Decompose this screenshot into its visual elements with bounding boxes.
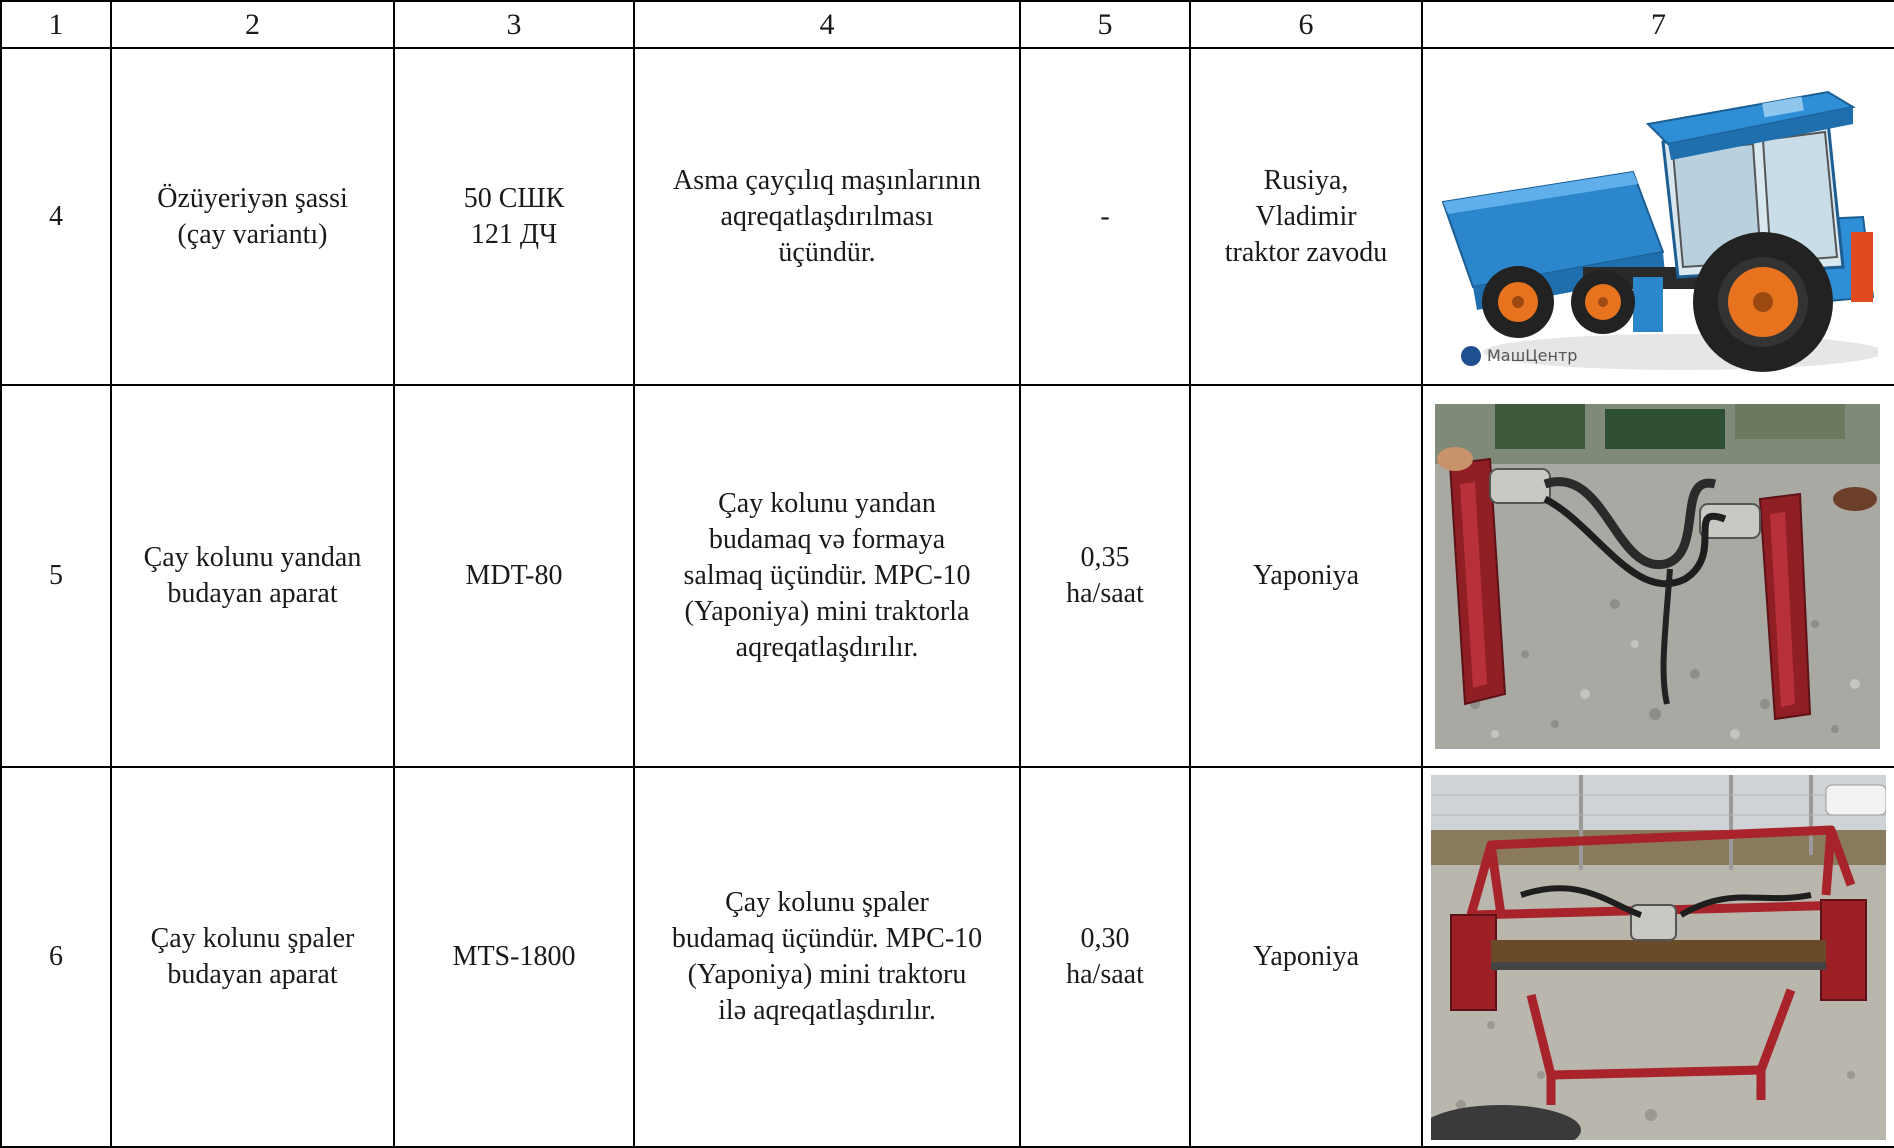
- machine-origin: [1190, 767, 1422, 1147]
- machine-model: [394, 48, 634, 385]
- table-row: [1, 385, 1894, 767]
- text-line: Çay kolunu şpaler: [725, 887, 929, 918]
- machine-photo-cell: [1422, 767, 1894, 1147]
- text-line: 121 ДЧ: [470, 218, 558, 250]
- logo-icon: [1461, 346, 1481, 366]
- machine-name: [111, 767, 394, 1147]
- machine-purpose: [634, 385, 1020, 767]
- header-cell-3: 3: [394, 1, 634, 48]
- machine-model: [394, 767, 634, 1147]
- machine-model: [394, 385, 634, 767]
- text-line: (çay variantı): [177, 218, 328, 250]
- header-cell-2: 2: [111, 1, 394, 48]
- text-line: Asma çayçılıq maşınlarının: [673, 164, 981, 196]
- text-line: (Yaponiya) mini traktoru: [687, 959, 967, 990]
- machine-name: [111, 48, 394, 385]
- text-line: MDT-80: [465, 560, 563, 591]
- text-line: 0,35: [1080, 542, 1130, 573]
- trellis-pruner-photo: [1431, 775, 1886, 1140]
- machine-productivity: [1020, 48, 1190, 385]
- text-line: Yaponiya: [1252, 941, 1360, 972]
- text-line: aqreqatlaşdırılması: [720, 200, 934, 232]
- header-cell-5: 5: [1020, 1, 1190, 48]
- text-line: (Yaponiya) mini traktorla: [684, 596, 970, 627]
- table-row: [1, 48, 1894, 385]
- header-cell-6: 6: [1190, 1, 1422, 48]
- text-line: MTS-1800: [452, 941, 576, 972]
- watermark-logo: [1461, 346, 1577, 366]
- text-line: Rusiya,: [1263, 164, 1349, 196]
- text-line: budamaq üçündür. MPC-10: [671, 923, 983, 954]
- header-cell-1: 1: [1, 1, 111, 48]
- header-cell-7: 7: [1422, 1, 1894, 48]
- tractor-illustration: [1433, 52, 1878, 382]
- machine-purpose: [634, 48, 1020, 385]
- machine-purpose: [634, 767, 1020, 1147]
- row-number: 5: [1, 385, 111, 767]
- text-line: üçündür.: [778, 236, 876, 268]
- text-line: ha/saat: [1066, 959, 1144, 990]
- text-line: -: [1100, 200, 1110, 232]
- text-line: budamaq və formaya: [708, 524, 946, 555]
- text-line: 50 СШК: [463, 182, 565, 214]
- text-line: traktor zavodu: [1224, 236, 1388, 268]
- row-number: 4: [1, 48, 111, 385]
- text-line: ha/saat: [1066, 578, 1144, 609]
- text-line: Çay kolunu yandan: [718, 488, 936, 519]
- header-cell-4: 4: [634, 1, 1020, 48]
- machine-origin: [1190, 48, 1422, 385]
- text-line: Çay kolunu yandan: [143, 542, 362, 573]
- header-row: [1, 1, 1894, 48]
- watermark-text: МашЦентр: [1487, 345, 1578, 365]
- machine-photo-cell: [1422, 385, 1894, 767]
- machine-name: [111, 385, 394, 767]
- side-pruner-photo: [1435, 404, 1880, 749]
- text-line: ilə aqreqatlaşdırılır.: [718, 995, 936, 1026]
- row-number: 6: [1, 767, 111, 1147]
- machine-origin: [1190, 385, 1422, 767]
- machine-productivity: [1020, 767, 1190, 1147]
- text-line: Özüyeriyən şassi: [157, 182, 348, 214]
- text-line: aqreqatlaşdırılır.: [735, 632, 919, 663]
- machine-productivity: [1020, 385, 1190, 767]
- text-line: salmaq üçündür. MPC-10: [683, 560, 971, 591]
- text-line: budayan aparat: [167, 959, 338, 990]
- text-line: 0,30: [1080, 923, 1130, 954]
- text-line: Çay kolunu şpaler: [150, 923, 355, 954]
- text-line: budayan aparat: [167, 578, 338, 609]
- text-line: Vladimir: [1255, 200, 1357, 232]
- text-line: Yaponiya: [1252, 560, 1360, 591]
- tractor-photo: [1433, 52, 1878, 382]
- machine-photo-cell: [1422, 48, 1894, 385]
- table-row: [1, 767, 1894, 1147]
